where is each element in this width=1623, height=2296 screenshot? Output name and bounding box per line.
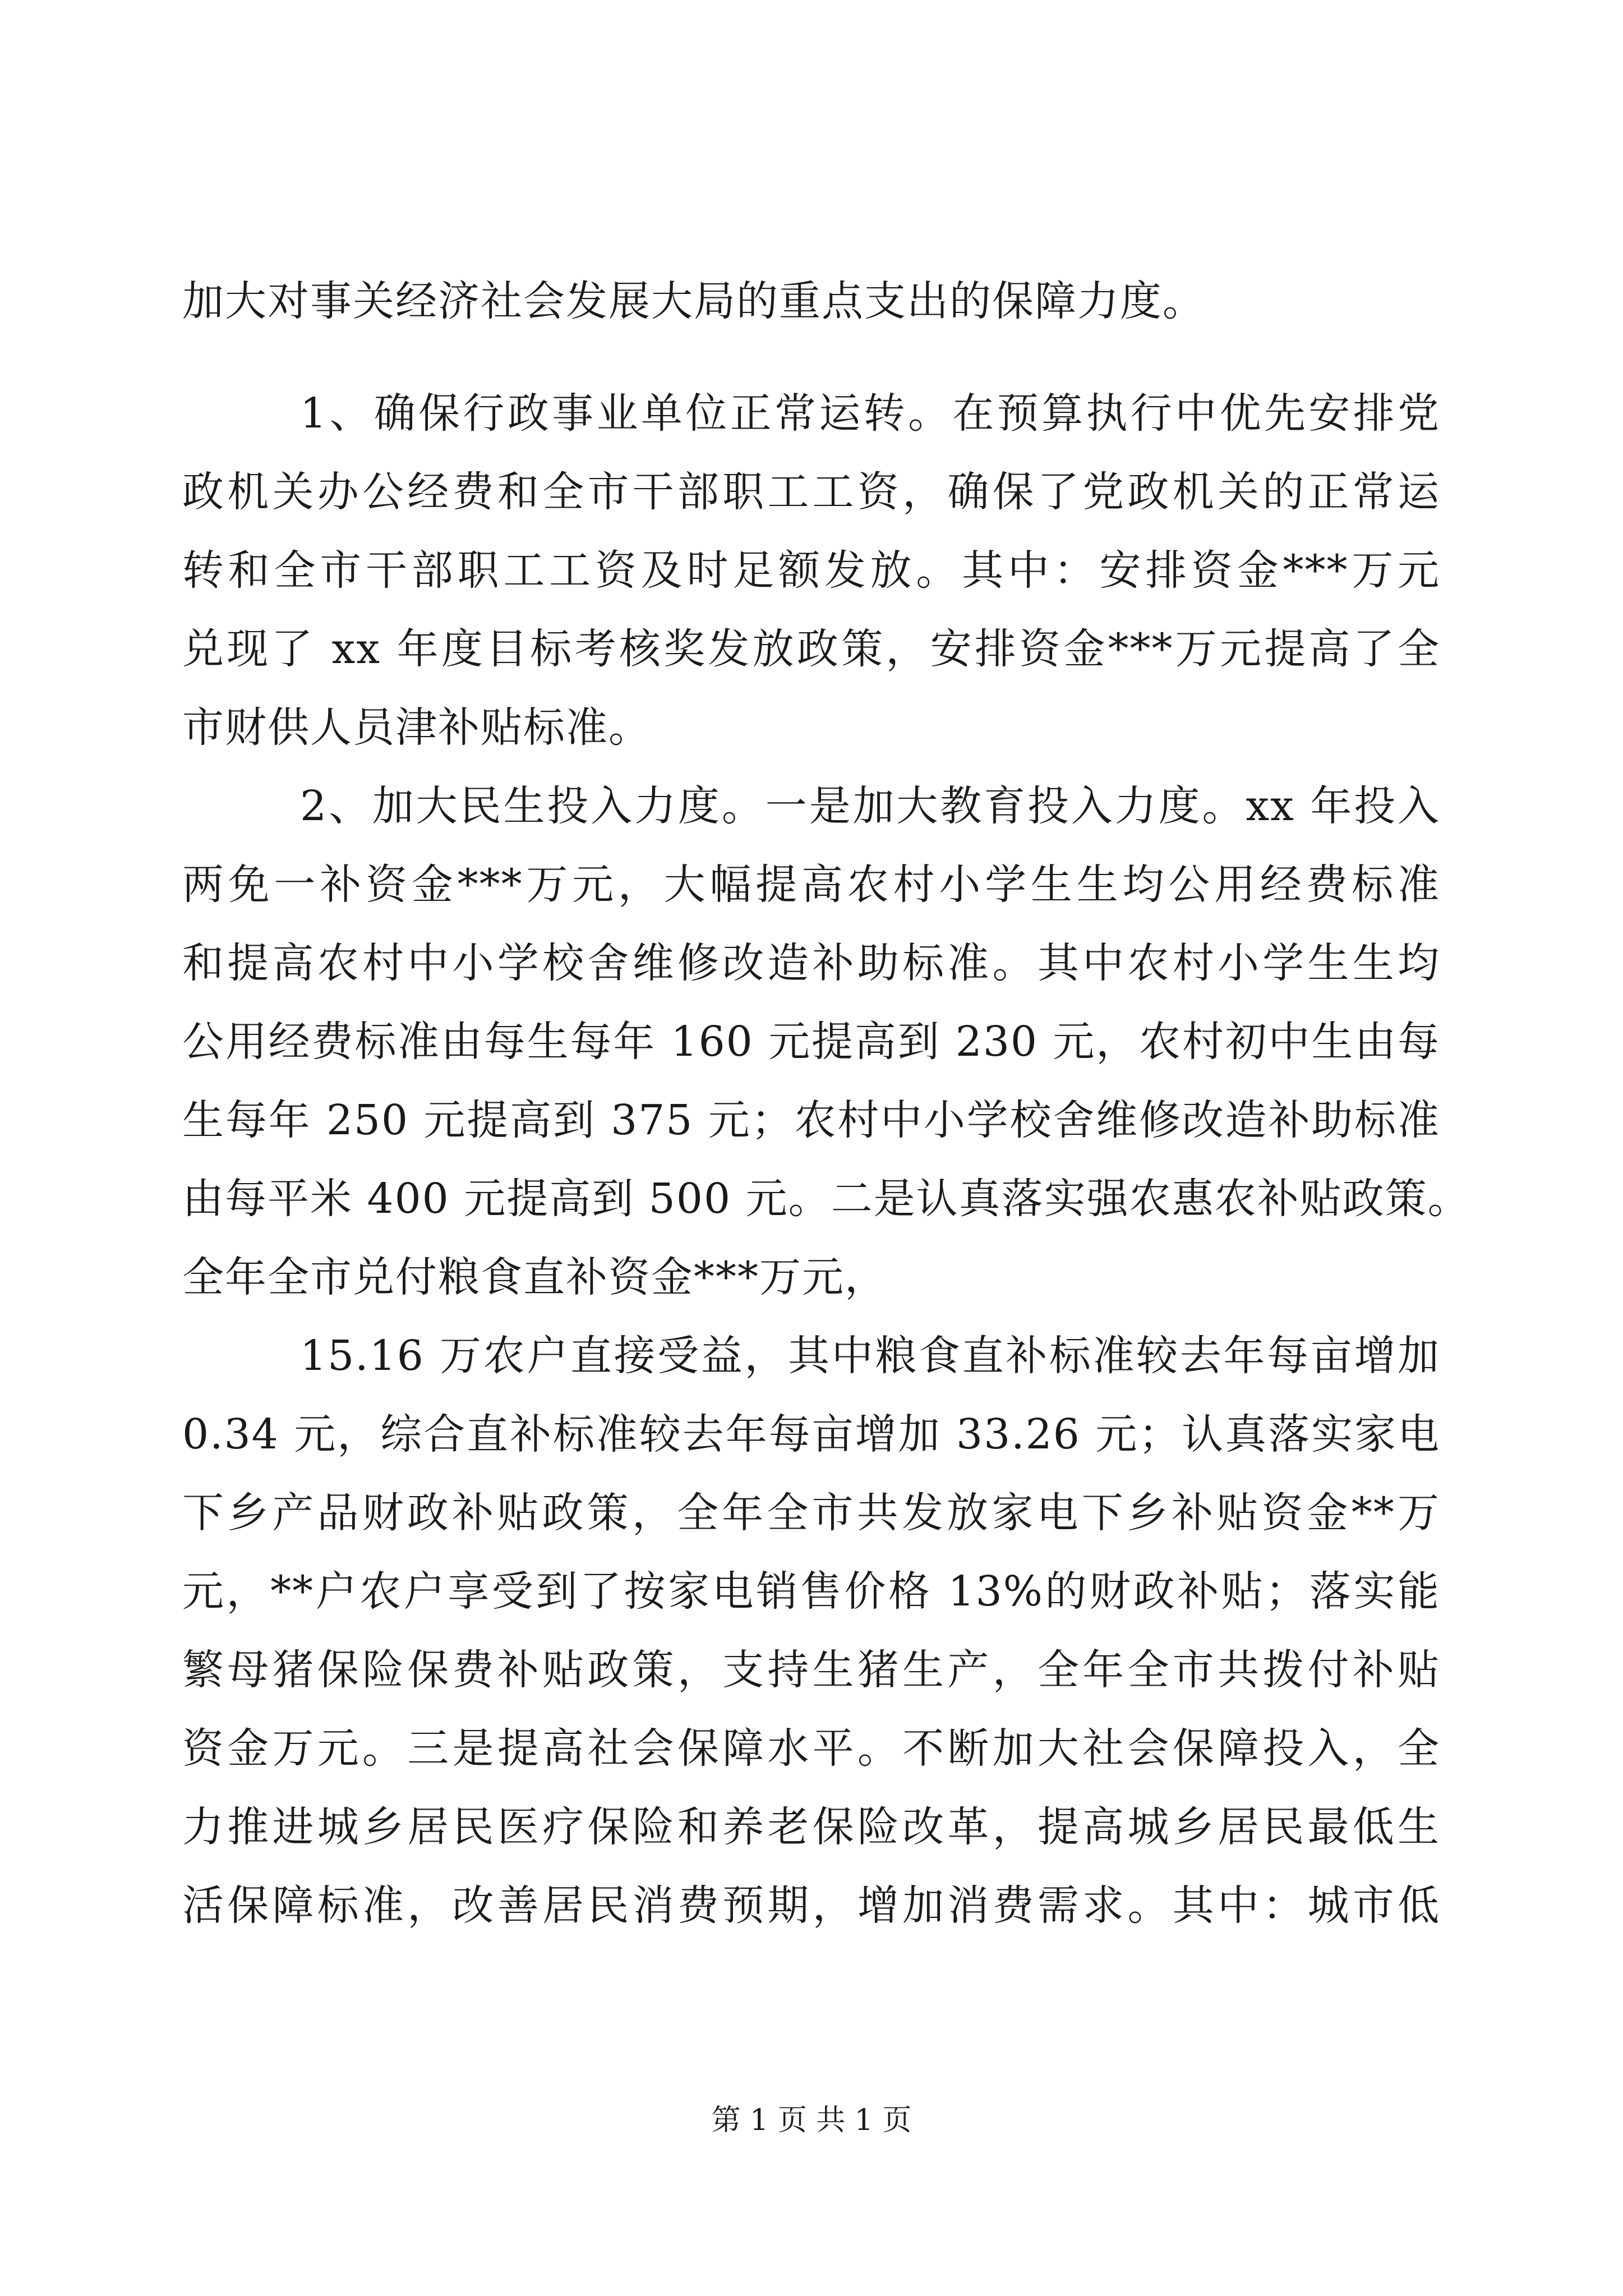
paragraph-3-line: 0.34 元，综合直补标准较去年每亩增加 33.26 元；认真落实家电 bbox=[182, 1410, 1440, 1458]
paragraph-2-line: 和提高农村中小学校舍维修改造补助标准。其中农村小学生生均 bbox=[182, 939, 1440, 987]
paragraph-3-line: 活保障标准，改善居民消费预期，增加消费需求。其中：城市低 bbox=[182, 1881, 1440, 1930]
text-line: 加大对事关经济社会发展大局的重点支出的保障力度。 bbox=[182, 277, 1205, 325]
paragraph-1-line: 政机关办公经费和全市干部职工工资，确保了党政机关的正常运 bbox=[182, 468, 1440, 516]
paragraph-2-line: 由每平米 400 元提高到 500 元。二是认真落实强农惠农补贴政策。 bbox=[182, 1175, 1470, 1223]
paragraph-2-line: 全年全市兑付粮食直补资金***万元， bbox=[182, 1253, 887, 1301]
paragraph-3-line: 繁母猪保险保费补贴政策，支持生猪生产，全年全市共拨付补贴 bbox=[182, 1646, 1440, 1694]
paragraph-3-line: 元，**户农户享受到了按家电销售价格 13%的财政补贴；落实能 bbox=[182, 1567, 1440, 1616]
paragraph-3-line: 力推进城乡居民医疗保险和养老保险改革，提高城乡居民最低生 bbox=[182, 1803, 1440, 1851]
paragraph-1-line: 转和全市干部职工工资及时足额发放。其中：安排资金***万元 bbox=[182, 546, 1440, 595]
page-footer: 第 1 页 共 1 页 bbox=[711, 2104, 912, 2137]
paragraph-1-line: 1、确保行政事业单位正常运转。在预算执行中优先安排党 bbox=[300, 389, 1440, 438]
paragraph-1-line: 市财供人员津补贴标准。 bbox=[182, 703, 651, 752]
paragraph-2-line: 公用经费标准由每生每年 160 元提高到 230 元，农村初中生由每 bbox=[182, 1018, 1440, 1066]
paragraph-2-line: 生每年 250 元提高到 375 元；农村中小学校舍维修改造补助标准 bbox=[182, 1096, 1440, 1144]
paragraph-3-line: 下乡产品财政补贴政策，全年全市共发放家电下乡补贴资金**万 bbox=[182, 1489, 1440, 1537]
paragraph-3-line: 15.16 万农户直接受益，其中粮食直补标准较去年每亩增加 bbox=[300, 1332, 1440, 1380]
paragraph-1-line: 兑现了 xx 年度目标考核奖发放政策，安排资金***万元提高了全 bbox=[182, 625, 1440, 673]
paragraph-2-line: 两免一补资金***万元，大幅提高农村小学生生均公用经费标准 bbox=[182, 861, 1440, 909]
paragraph-2-line: 2、加大民生投入力度。一是加大教育投入力度。xx 年投入 bbox=[300, 782, 1440, 830]
paragraph-3-line: 资金万元。三是提高社会保障水平。不断加大社会保障投入，全 bbox=[182, 1724, 1440, 1773]
